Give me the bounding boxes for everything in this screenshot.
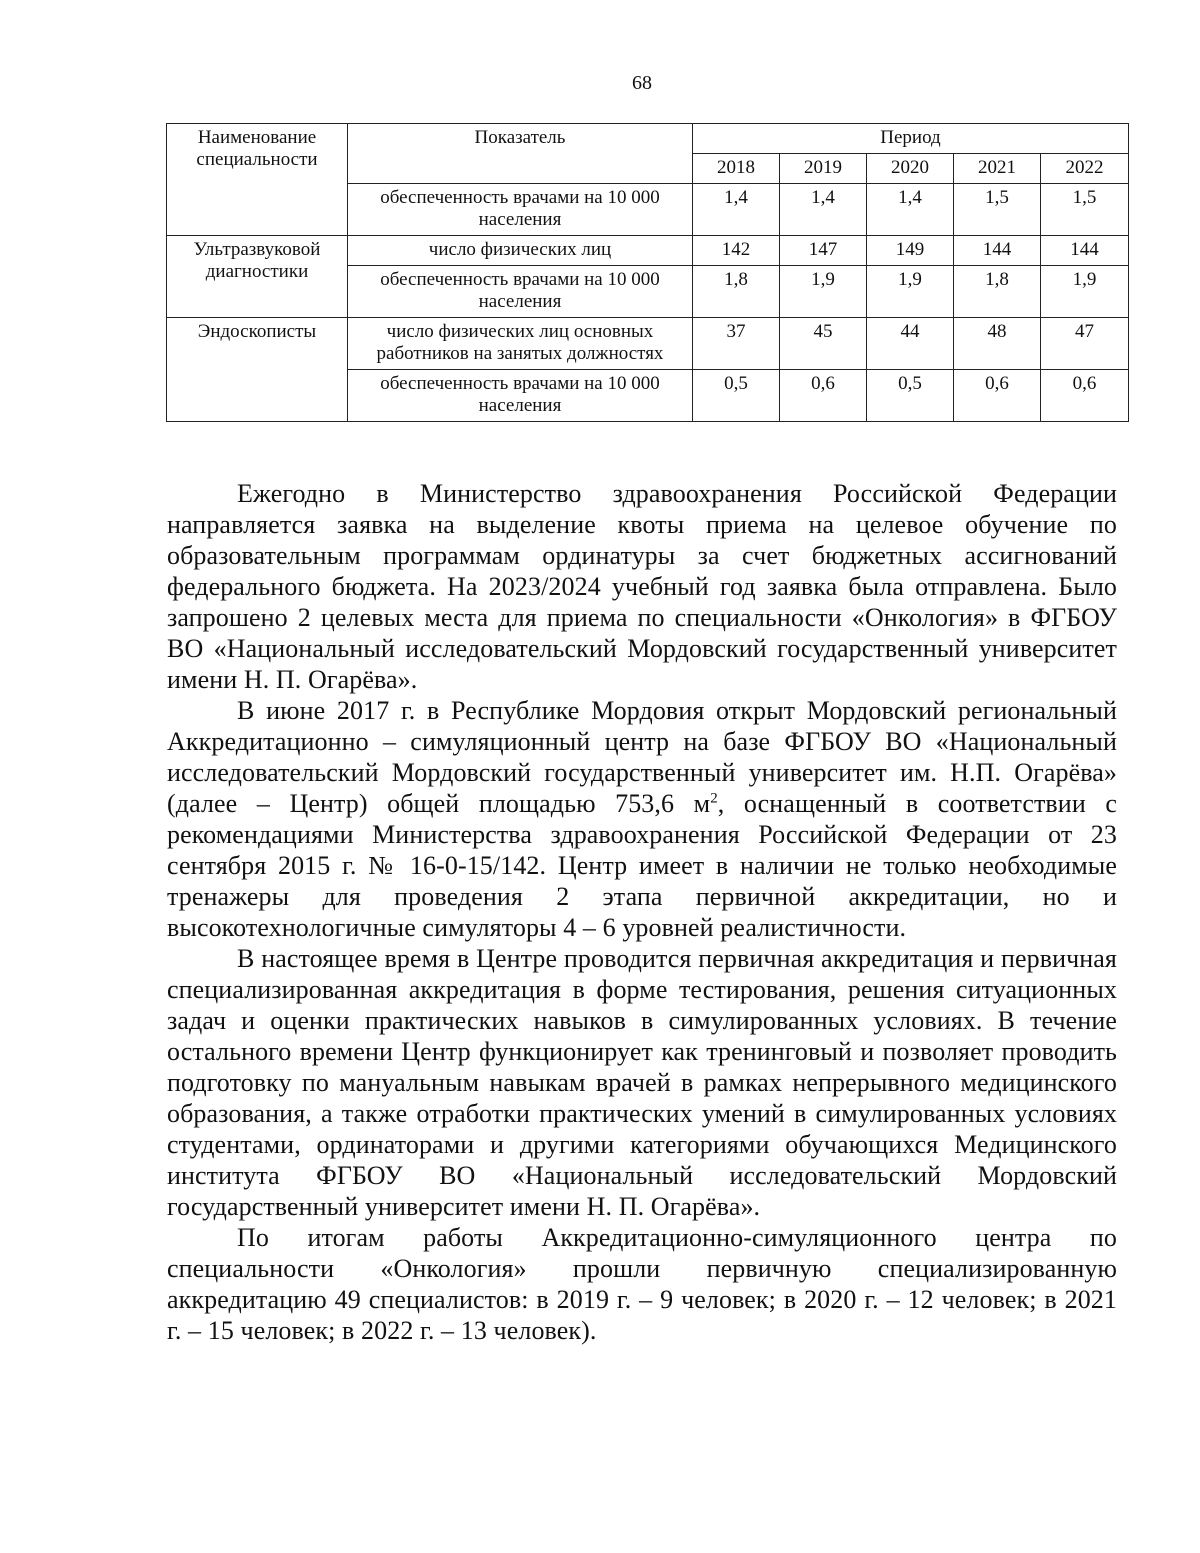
cell-specialty: Эндоскописты [167,318,348,422]
cell-value: 0,6 [1041,370,1129,422]
paragraph-quota-request: Ежегодно в Министерство здравоохранения Российской Федерации направляется заявка на выделение квоты приема на целевое обучение по образовательным программам ординатуры за счет бюджетных ассигнований федерального бюджета. На 2023/2024 учебный год заявка была отправлена. Было запрошено 2 целевых места для приема по специальности «Онкология» в ФГБОУ ВО «Национальный исследовательский Мордовский государственный университет имени Н. П. Огарёва». [167,479,1117,694]
cell-value: 0,5 [867,370,954,422]
header-indicator: Показатель [348,124,693,184]
superscript: 2 [710,790,718,807]
cell-value: 144 [954,236,1041,266]
cell-indicator: число физических лиц основных работников на занятых должностях [348,318,693,370]
cell-value: 1,9 [780,266,867,318]
staffing-table [166,123,1129,422]
cell-value: 142 [693,236,780,266]
table-row [167,236,1129,266]
cell-specialty: Ультразвуковой диагностики [167,236,348,318]
cell-value: 1,4 [780,184,867,236]
paragraph-accreditation-center [167,695,1117,943]
cell-value: 1,4 [693,184,780,236]
cell-indicator: число физических лиц [348,236,693,266]
cell-value: 1,5 [954,184,1041,236]
cell-value: 0,6 [954,370,1041,422]
paragraph-text: , оснащенный в соответствии с рекомендациями Министерства здравоохранения Российской Федерации от 23 сентября 2015 г. № 16-0-15/142. Центр имеет в наличии не только необходимые тренажеры для проведения 2 этапа первичной аккредитации, но и высокотехнологичные симуляторы 4 – 6 уровней реалистичности. [167,789,1117,942]
cell-value: 45 [780,318,867,370]
page-number: 68 [632,72,652,94]
cell-value: 1,8 [954,266,1041,318]
cell-value: 48 [954,318,1041,370]
cell-value: 47 [1041,318,1129,370]
cell-indicator: обеспеченность врачами на 10 000 населения [348,370,693,422]
cell-value: 1,4 [867,184,954,236]
table-row [167,318,1129,370]
header-period: Период [693,124,1129,154]
paragraph-oncology-results: По итогам работы Аккредитационно-симуляционного центра по специальности «Онкология» прошли первичную специализированную аккредитацию 49 специалистов: в 2019 г. – 9 человек; в 2020 г. – 12 человек; в 2021 г. – 15 человек; в 2022 г. – 13 человек). [167,1223,1117,1345]
cell-value: 149 [867,236,954,266]
cell-indicator: обеспеченность врачами на 10 000 населения [348,266,693,318]
cell-value: 144 [1041,236,1129,266]
paragraph-center-activity: В настоящее время в Центре проводится первичная аккредитация и первичная специализированная аккредитация в форме тестирования, решения ситуационных задач и оценки практических навыков в симулированных условиях. В течение остального времени Центр функционирует как тренинговый и позволяет проводить подготовку по мануальным навыкам врачей в рамках непрерывного медицинского образования, а также отработки практических умений в симулированных условиях студентами, ординаторами и другими категориями обучающихся Медицинского института ФГБОУ ВО «Национальный исследовательский Мордовский государственный университет имени Н. П. Огарёва». [167,944,1117,1221]
cell-value: 0,6 [780,370,867,422]
table-row [167,184,1129,236]
cell-value: 1,9 [867,266,954,318]
paragraph-text: В июне 2017 г. в Республике Мордовия открыт Мордовский региональный Аккредитационно – симуляционный центр на базе ФГБОУ ВО «Национальный исследовательский Мордовский государственный университет им. Н.П. Огарёва» (далее – Центр) общей площадью 753,6 м [167,696,1117,818]
cell-indicator: обеспеченность врачами на 10 000 населения [348,184,693,236]
cell-value: 1,5 [1041,184,1129,236]
cell-value: 1,9 [1041,266,1129,318]
header-year: 2019 [780,154,867,184]
header-year: 2022 [1041,154,1129,184]
header-year: 2020 [867,154,954,184]
cell-value: 37 [693,318,780,370]
table-header-row [167,124,1129,154]
body-text [167,478,1117,1346]
header-specialty: Наименование специальности [167,124,348,184]
cell-specialty [167,184,348,236]
header-year: 2021 [954,154,1041,184]
cell-value: 147 [780,236,867,266]
cell-value: 0,5 [693,370,780,422]
header-year: 2018 [693,154,780,184]
cell-value: 44 [867,318,954,370]
cell-value: 1,8 [693,266,780,318]
